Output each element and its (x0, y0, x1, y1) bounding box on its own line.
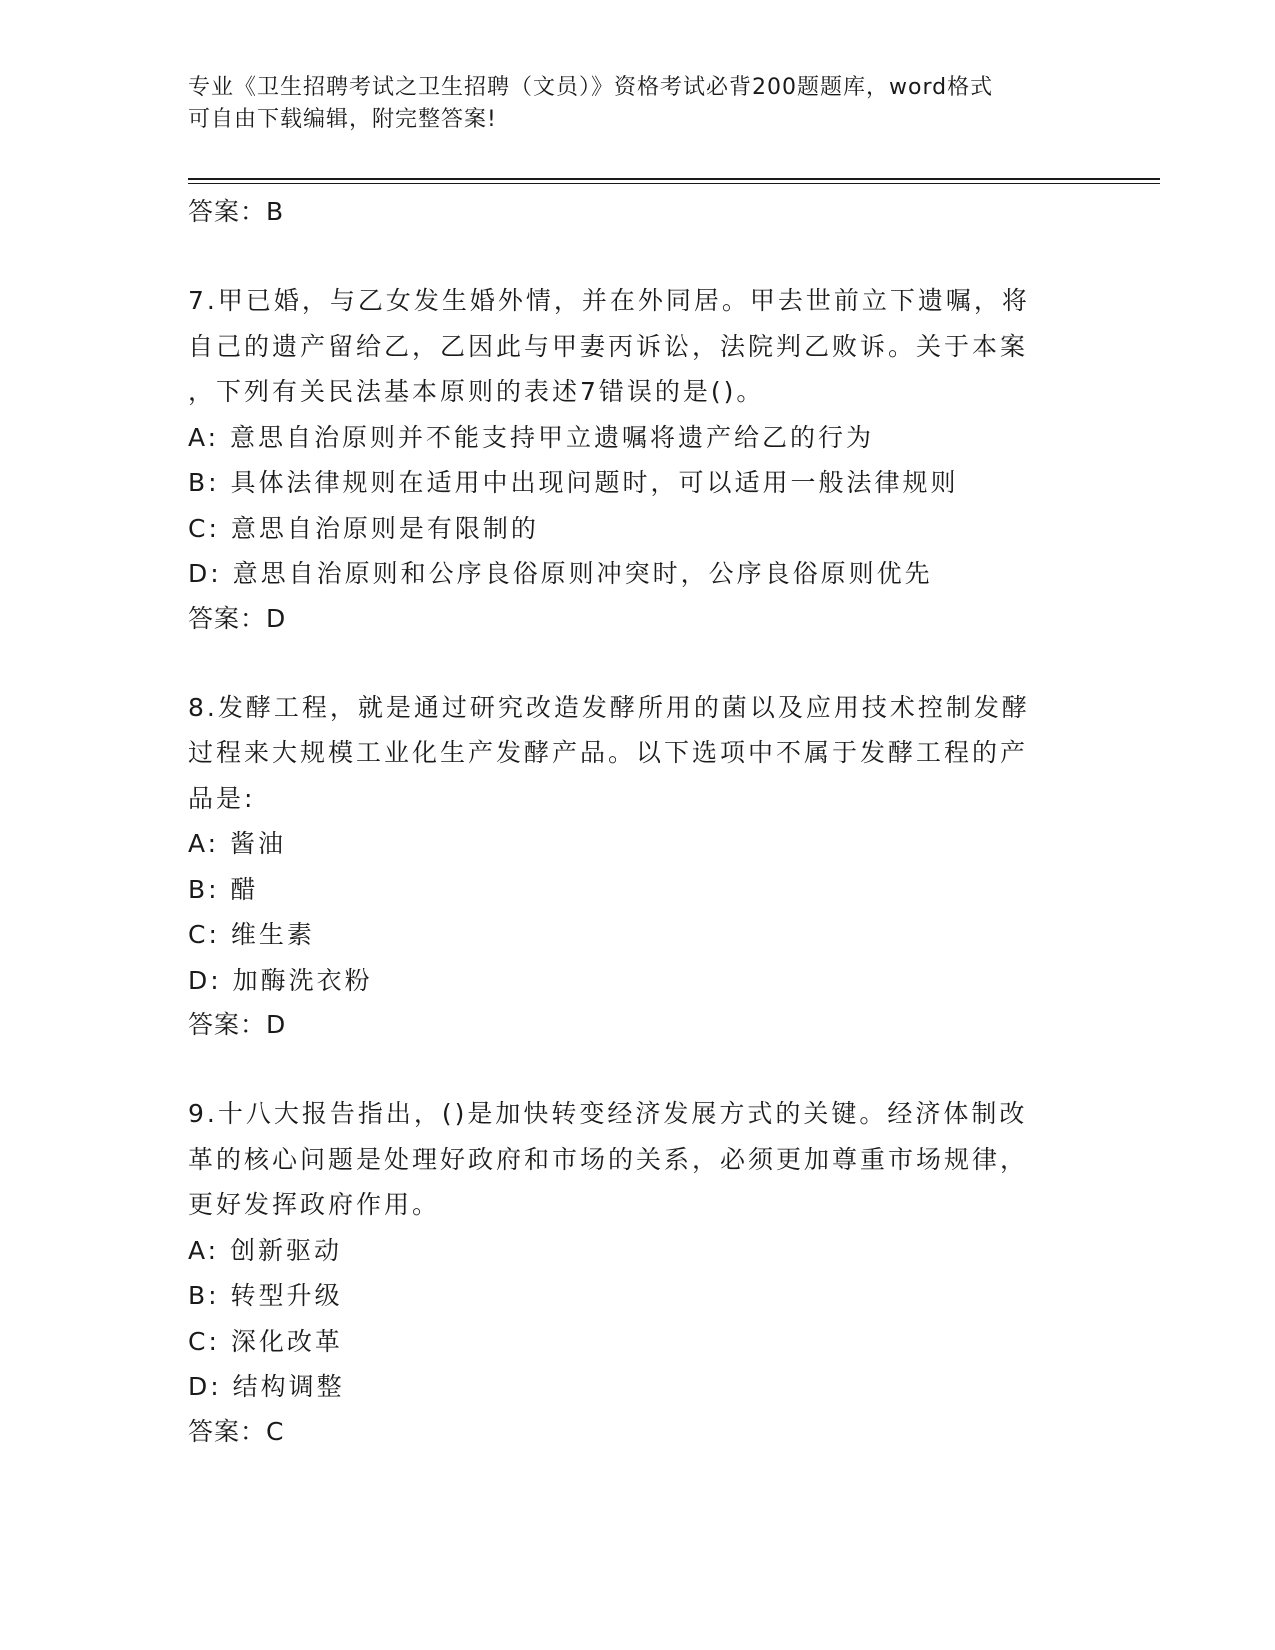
question-answer: 答案：C (188, 1416, 285, 1446)
question-stem-line: 自己的遗产留给乙，乙因此与甲妻丙诉讼，法院判乙败诉。关于本案 (188, 331, 1029, 361)
question-stem-line: 品是: (188, 783, 256, 813)
question-7 (188, 278, 1088, 641)
header-divider-thick (188, 178, 1160, 180)
question-list (188, 190, 1088, 1454)
option-b: B: 具体法律规则在适用中出现问题时，可以适用一般法律规则 (188, 468, 959, 497)
option-a: A: 创新驱动 (188, 1235, 343, 1265)
question-stem-line: 革的核心问题是处理好政府和市场的关系，必须更加尊重市场规律， (188, 1144, 1029, 1174)
option-a: A: 酱油 (188, 829, 287, 858)
option-b: B: 醋 (188, 874, 259, 904)
header-title-line-1: 专业《卫生招聘考试之卫生招聘（文员）》资格考试必背200题题库，word格式 (188, 75, 994, 100)
question-stem-line: 8.发酵工程，就是通过研究改造发酵所用的菌以及应用技术控制发酵 (188, 692, 1030, 722)
header-divider-thin (188, 183, 1160, 184)
previous-question-answer: 答案：B (188, 197, 285, 226)
option-d: D: 加酶洗衣粉 (188, 965, 373, 995)
question-stem-line: 9.十八大报告指出，()是加快转变经济发展方式的关键。经济体制改 (188, 1099, 1028, 1128)
option-c: C: 意思自治原则是有限制的 (188, 513, 539, 543)
question-stem-line: 7.甲已婚，与乙女发生婚外情，并在外同居。甲去世前立下遗嘱，将 (188, 286, 1030, 315)
question-stem-line: 更好发挥政府作用。 (188, 1190, 441, 1219)
header-title-line-2: 可自由下载编辑，附完整答案! (188, 107, 497, 132)
question-answer: 答案：D (188, 603, 287, 633)
question-stem-line: 过程来大规模工业化生产发酵产品。以下选项中不属于发酵工程的产 (188, 738, 1029, 767)
option-b: B: 转型升级 (188, 1281, 343, 1310)
option-c: C: 维生素 (188, 920, 315, 949)
option-c: C: 深化改革 (188, 1326, 343, 1356)
question-stem-line: ，下列有关民法基本原则的表述7错误的是()。 (188, 377, 765, 406)
question-answer: 答案：D (188, 1010, 287, 1039)
option-d: D: 结构调整 (188, 1372, 345, 1401)
question-9 (188, 1091, 1088, 1454)
document-header (188, 72, 1068, 136)
option-a: A: 意思自治原则并不能支持甲立遗嘱将遗产给乙的行为 (188, 422, 875, 452)
option-d: D: 意思自治原则和公序良俗原则冲突时，公序良俗原则优先 (188, 559, 933, 588)
question-8 (188, 685, 1088, 1048)
